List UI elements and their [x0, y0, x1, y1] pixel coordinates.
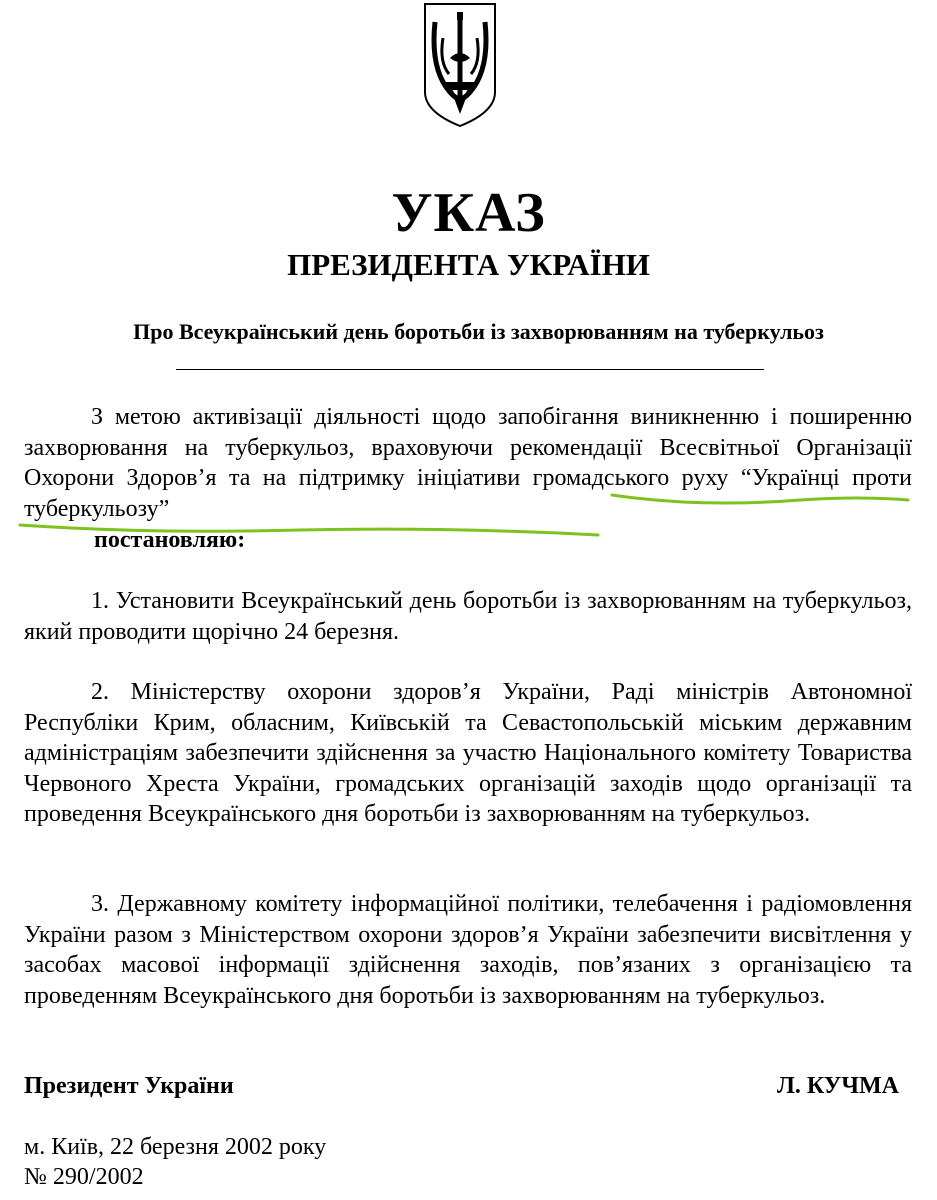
- decree-item-2: 2. Міністерству охорони здоров’я України, Раді міністрів Автономної Республіки Крим, обласним, Київській та Севастопольській міським державним адміністраціям забезпечити здійснення за участю Національного комітету Товариства Червоного Хреста України, громадських організацій заходів щодо організації та проведення Всеукраїнського дня боротьби із захворюванням на туберкульоз.: [24, 679, 912, 827]
- preamble-paragraph: З метою активізації діяльності щодо запобігання виникненню і поширенню захворювання на туберкульоз, враховуючи рекомендації Всесвітньої Організації Охорони Здоров’я та на підтримку ініціативи громадського руху “Українці проти туберкульозу”: [24, 404, 912, 522]
- subject-divider: [176, 369, 764, 370]
- decree-item-1: 1. Установити Всеукраїнський день боротьби із захворюванням на туберкульоз, який проводити щорічно 24 березня.: [24, 588, 912, 645]
- signatory-title: Президент України: [24, 1073, 234, 1099]
- decree-title: УКАЗ: [391, 182, 546, 244]
- decree-subject: Про Всеукраїнський день боротьби із захворюванням на туберкульоз: [133, 319, 824, 344]
- decree-item-3: 3. Державному комітету інформаційної політики, телебачення і радіомовлення України разом з Міністерством охорони здоров’я України забезпечити висвітлення у засобах масової інформації здійснення заходів, пов’язаних з організацією та проведенням Всеукраїнського дня боротьби із захворюванням на туберкульоз.: [24, 891, 912, 1009]
- decree-word: постановляю:: [94, 527, 246, 553]
- place-and-date: м. Київ, 22 березня 2002 року: [24, 1134, 327, 1160]
- coat-of-arms-icon: [421, 0, 499, 130]
- decree-issuer: ПРЕЗИДЕНТА УКРАЇНИ: [287, 247, 650, 282]
- signatory-name: Л. КУЧМА: [776, 1073, 899, 1099]
- document-number: № 290/2002: [24, 1164, 144, 1190]
